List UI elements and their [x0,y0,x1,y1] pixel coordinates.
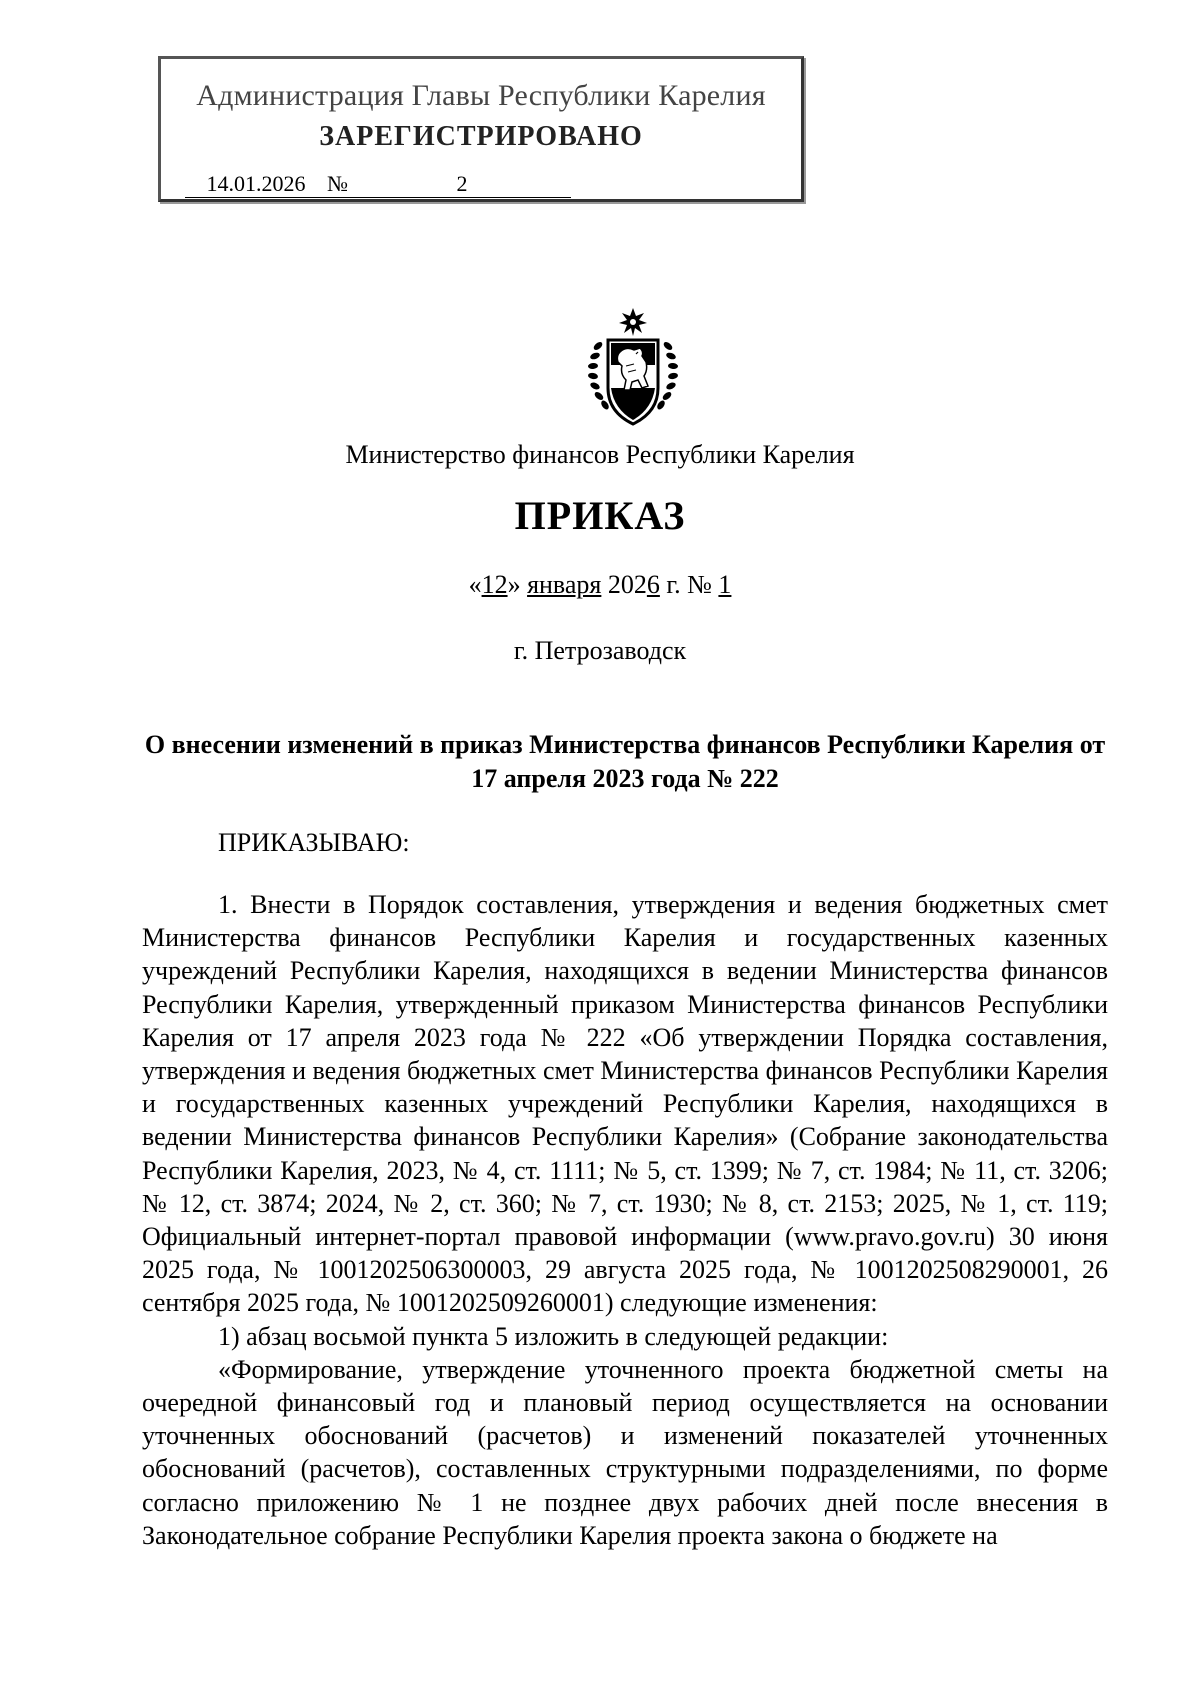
document-subject: О внесении изменений в приказ Министерства финансов Республики Карелия от 17 апреля 2023 года № 222 [144,730,1106,793]
order-date-line [0,570,1200,600]
order-number: 1 [718,570,732,599]
date-day: 12 [481,570,508,599]
registration-stamp [158,56,804,202]
stamp-number-sign: № [327,171,353,198]
stamp-organization: Администрация Главы Республики Карелия [196,79,766,112]
date-open-quote: « [468,570,482,599]
paragraph-1: 1. Внести в Порядок составления, утверждения и ведения бюджетных смет Министерства финансов Республики Карелия и государственных казенных учреждений Республики Карелия, находящихся в ведении Министерства финансов Республики Карелия, утвержденный приказом Министерства финансов Республики Карелия от 17 апреля 2023 года № 222 «Об утверждении Порядка составления, утверждения и ведения бюджетных смет Министерства финансов Республики Карелия и государственных казенных учреждений Республики Карелия, находящихся в ведении Министерства финансов Республики Карелия» (Собрание законодательства Республики Карелия, 2023, № 4, ст. 1111; № 5, ст. 1399; № 7, ст. 1984; № 11, ст. 3206; № 12, ст. 3874; 2024, № 2, ст. 360; № 7, ст. 1930; № 8, ст. 2153; 2025, № 1, ст. 119; Официальный интернет-портал правовой информации (www.pravo.gov.ru) 30 июня 2025 года, № 1001202506300003, 29 августа 2025 года, № 1001202508290001, 26 сентября 2025 года, № 1001202509260001) следующие изменения: [142,890,1108,1318]
document-type: ПРИКАЗ [514,493,686,538]
stamp-number: 2 [353,171,571,198]
stamp-status: ЗАРЕГИСТРИРОВАНО [319,121,643,152]
date-year-last-digit: 6 [646,570,660,599]
order-word: ПРИКАЗЫВАЮ: [218,828,410,857]
date-year-suffix: г. № [666,570,712,599]
date-close-quote: » [507,570,521,599]
document-body [142,888,1108,1552]
ministry-name: Министерство финансов Республики Карелия [345,440,855,469]
coat-of-arms-icon [586,308,680,432]
paragraph-3: «Формирование, утверждение уточненного проекта бюджетной сметы на очередной финансовый год и плановый период осуществляется на основании уточненных обоснований (расчетов) и изменений показателей уточненных обоснований (расчетов), составленных структурными подразделениями, по форме согласно приложению № 1 не позднее двух рабочих дней после внесения в Законодательное собрание Республики Карелия проекта закона о бюджете на [142,1354,1108,1550]
paragraph-2: 1) абзац восьмой пункта 5 изложить в следующей редакции: [218,1321,889,1351]
date-month: января [527,570,602,599]
city: г. Петрозаводск [513,636,687,665]
stamp-date: 14.01.2026 [185,171,327,198]
date-year-prefix: 202 [607,570,647,599]
